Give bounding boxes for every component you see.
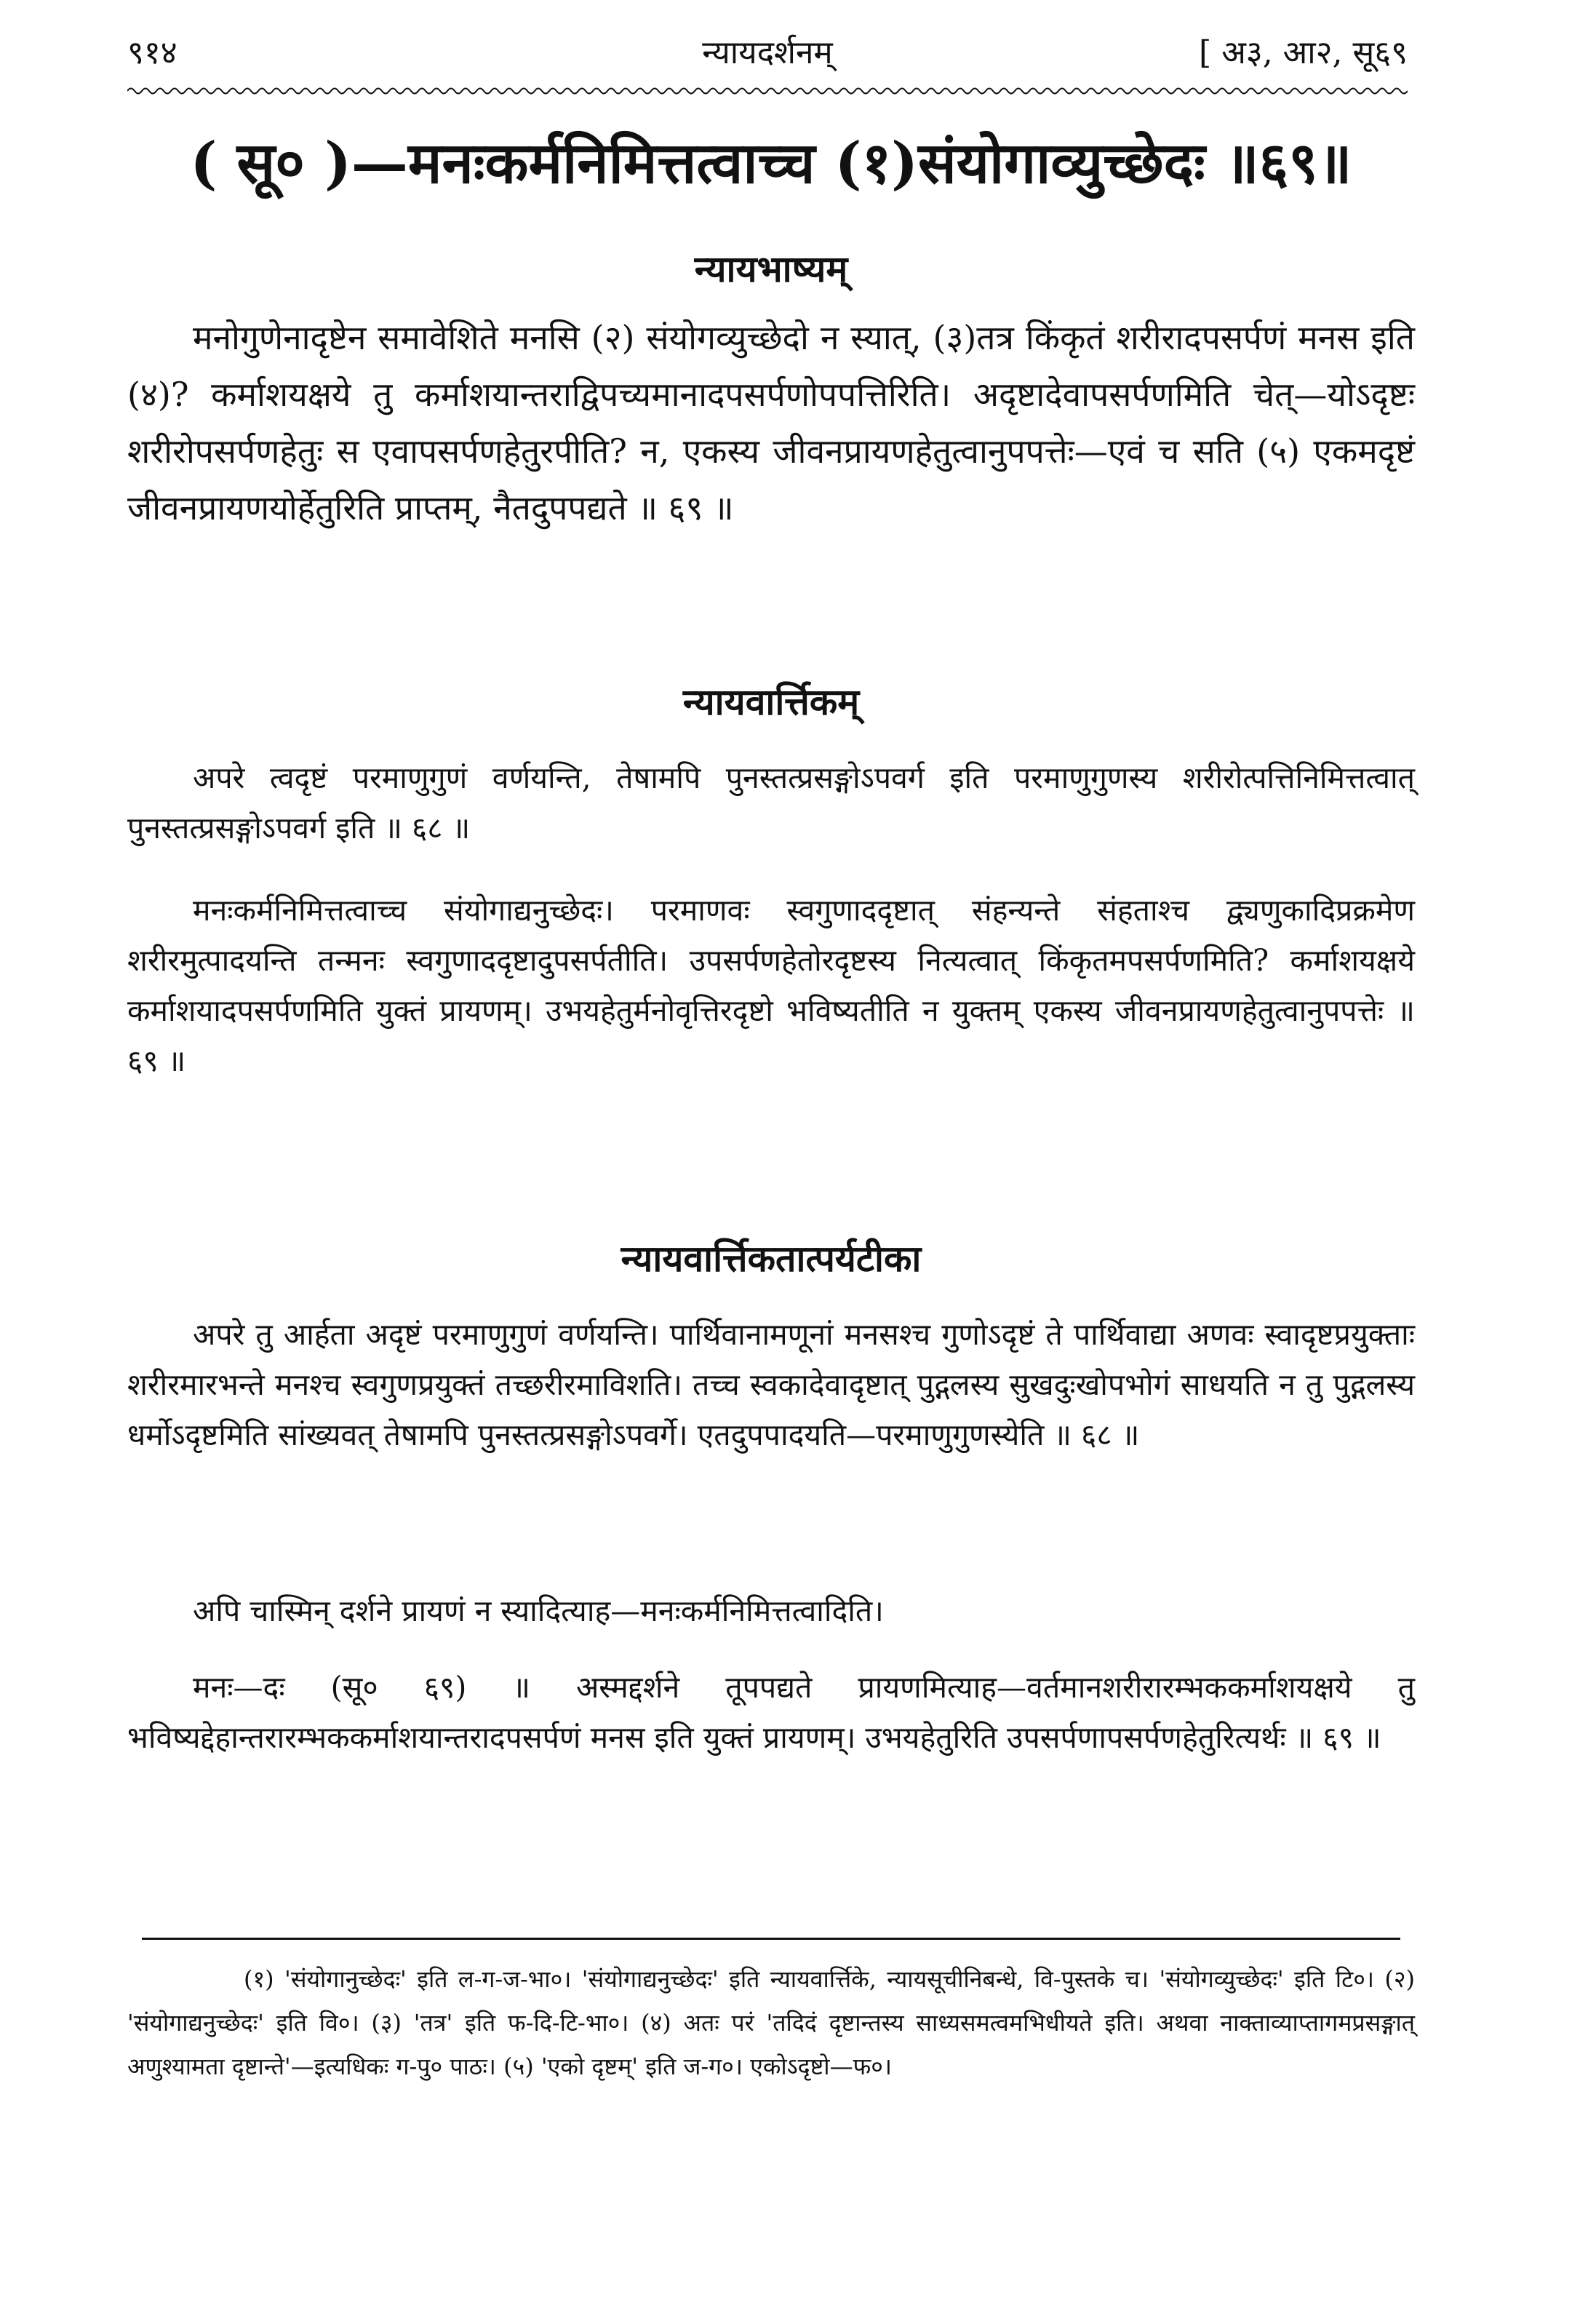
footnote-rule (142, 1938, 1400, 1940)
tika-heading: न्यायवार्त्तिकतात्पर्यटीका (621, 1237, 922, 1280)
section-reference: [ अ३, आ२, सू६९ (1199, 34, 1408, 71)
tika-paragraph-1: अपरे तु आर्हता अदृष्टं परमाणुगुणं वर्णयन्ति। पार्थिवानामणूनां मनसश्च गुणोऽदृष्टं ते पार्थिवाद्या अणवः स्वादृष्टप्रयुक्ताः शरीरमारभन्ते मनश्च स्वगुणप्रयुक्तं तच्छरीरमाविशति। तच्च स्वकादेवादृष्टात् पुद्गलस्य सुखदुःखोपभोगं साधयति न तु पुद्गलस्य धर्मोऽदृष्टमिति सांख्यवत् तेषामपि पुनस्तत्प्रसङ्गोऽपवर्गे। एतदुपपादयति—परमाणुगुणस्येति ॥ ६८ ॥ (127, 1317, 1415, 1452)
bhashya-text: मनोगुणेनादृष्टेन समावेशिते मनसि (२) संयोगव्युच्छेदो न स्यात्, (३)तत्र किंकृतं शरीरादपसर्पणं मनस इति (४)? कर्माशयक्षये तु कर्माशयान्तराद्विपच्यमानादपसर्पणोपपत्तिरिति। अदृष्टादेवापसर्पणमिति चेत्—योऽदृष्टः शरीरोपसर्पणहेतुः स एवापसर्पणहेतुरपीति? न, एकस्य जीवनप्रायणहेतुत्वानुपपत्तेः—एवं च सति (५) एकमदृष्टं जीवनप्रायणयोर्हेतुरिति प्राप्तम्, नैतदुपपद्यते ॥ ६९ ॥ (127, 318, 1415, 528)
varttika-paragraph-1: अपरे त्वदृष्टं परमाणुगुणं वर्णयन्ति, तेषामपि पुनस्तत्प्रसङ्गोऽपवर्ग इति परमाणुगुणस्य शरीरोत्पत्तिनिमित्तत्वात् पुनस्तत्प्रसङ्गोऽपवर्ग इति ॥ ६८ ॥ (127, 760, 1415, 845)
running-header (127, 29, 1408, 80)
tika-paragraph-2: अपि चास्मिन् दर्शने प्रायणं न स्यादित्याह—मनःकर्मनिमित्तत्वादिति। (193, 1593, 884, 1628)
varttika-paragraph-2: मनःकर्मनिमित्तत्वाच्च संयोगाद्यनुच्छेदः। परमाणवः स्वगुणाददृष्टात् संहन्यन्ते संहताश्च द्व्यणुकादिप्रक्रमेण शरीरमुत्पादयन्ति तन्मनः स्वगुणाददृष्टादुपसर्पतीति। उपसर्पणहेतोरदृष्टस्य नित्यत्वात् किंकृतमपसर्पणमिति? कर्माशयक्षये कर्माशयादपसर्पणमिति युक्तं प्रायणम्। उभयहेतुर्मनोवृत्तिरदृष्टो भविष्यतीति न युक्तम् एकस्य जीवनप्रायणहेतुत्वानुपपत्तेः ॥ ६९ ॥ (127, 893, 1415, 1078)
wavy-divider (127, 84, 1408, 98)
sutra-text: ( सू० )—मनःकर्मनिमित्तत्वाच्च (१)संयोगाव्युच्छेदः ॥६९॥ (190, 130, 1352, 196)
page-number: ९१४ (127, 34, 177, 71)
tika-paragraph-3: मनः—दः (सू० ६९) ॥ अस्मद्दर्शने तूपपद्यते प्रायणमित्याह—वर्तमानशरीरारम्भककर्माशयक्षये तु भविष्यद्देहान्तरारम्भककर्माशयान्तरादपसर्पणं मनस इति युक्तं प्रायणम्। उभयहेतुरिति उपसर्पणापसर्पणहेतुरित्यर्थः ॥ ६९ ॥ (127, 1670, 1415, 1755)
running-title: न्यायदर्शनम् (702, 34, 833, 71)
bhashya-heading: न्यायभाष्यम् (694, 247, 848, 290)
footnotes: (१) 'संयोगानुच्छेदः' इति ल-ग-ज-भा०। 'संयोगाद्यनुच्छेदः' इति न्यायवार्त्तिके, न्यायसूचीनिबन्धे, वि-पुस्तके च। 'संयोगव्युच्छेदः' इति टि०। (२) 'संयोगाद्यनुच्छेदः' इति वि०। (३) 'तत्र' इति फ-दि-टि-भा०। (४) अतः परं 'तदिदं दृष्टान्तस्य साध्यसमत्वमभिधीयते इति। अथवा नाक्ताव्याप्तागमप्रसङ्गात् अणुश्यामता दृष्टान्ते'—इत्यधिकः ग-पु० पाठः। (५) 'एको दृष्टम्' इति ज-ग०। एकोऽदृष्टो—फ०। (127, 1965, 1415, 2080)
varttika-heading: न्यायवार्त्तिकम् (682, 680, 860, 723)
